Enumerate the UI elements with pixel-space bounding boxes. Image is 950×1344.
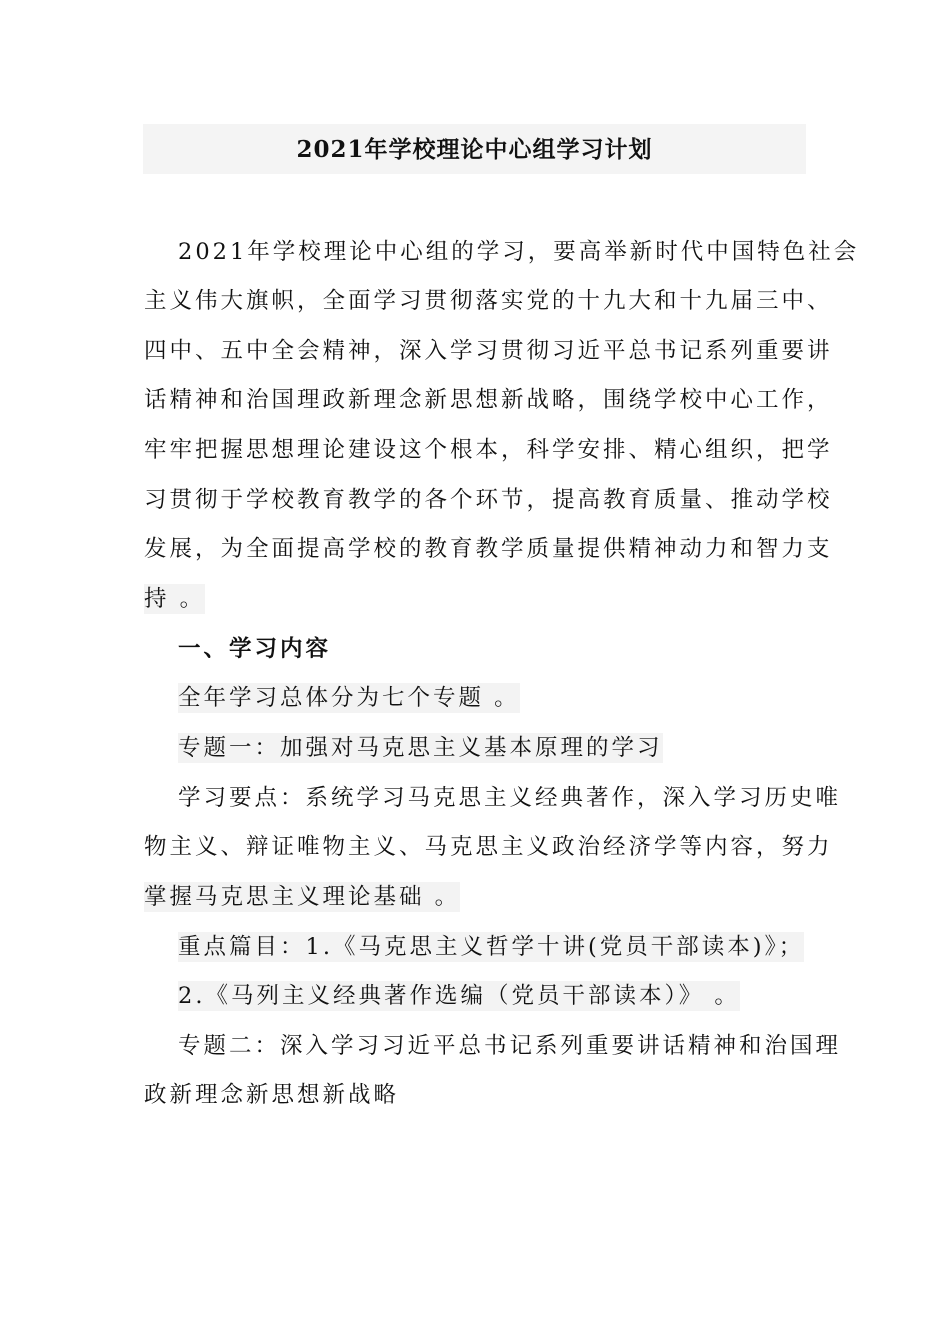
intro-line: 持 。 [144, 586, 206, 612]
intro-line: 牢牢把握思想理论建设这个根本，科学安排、精心组织，把学 [144, 437, 833, 463]
intro-line: 习贯彻于学校教育教学的各个环节，提高教育质量、推动学校 [144, 487, 833, 513]
intro-line: 2021年学校理论中心组的学习，要高举新时代中国特色社会 [178, 239, 860, 265]
topic-title: 政新理念新思想新战略 [144, 1082, 400, 1108]
intro-line: 发展，为全面提高学校的教育教学质量提供精神动力和智力支 [144, 536, 833, 562]
intro-line: 四中、五中全会精神，深入学习贯彻习近平总书记系列重要讲 [144, 338, 833, 364]
document-title: 2021年学校理论中心组学习计划 [296, 136, 653, 163]
topic-title: 专题二：深入学习习近平总书记系列重要讲话精神和治国理 [178, 1033, 842, 1059]
topic-points-line: 掌握马克思主义理论基础 。 [144, 884, 461, 910]
topic-points-line: 物主义、辩证唯物主义、马克思主义政治经济学等内容，努力 [144, 834, 833, 860]
readings-line: 2.《马列主义经典著作选编（党员干部读本）》 。 [178, 983, 740, 1009]
readings-line: 重点篇目：1.《马克思主义哲学十讲(党员干部读本)》； [178, 934, 805, 960]
topic-title: 专题一：加强对马克思主义基本原理的学习 [178, 735, 663, 761]
intro-line: 主义伟大旗帜，全面学习贯彻落实党的十九大和十九届三中、 [144, 288, 833, 314]
overview-line: 全年学习总体分为七个专题 。 [178, 685, 520, 711]
intro-line: 话精神和治国理政新理念新思想新战略，围绕学校中心工作， [144, 387, 833, 413]
topic-points-line: 学习要点：系统学习马克思主义经典著作，深入学习历史唯 [178, 785, 842, 811]
section-heading: 一、学习内容 [178, 636, 332, 662]
